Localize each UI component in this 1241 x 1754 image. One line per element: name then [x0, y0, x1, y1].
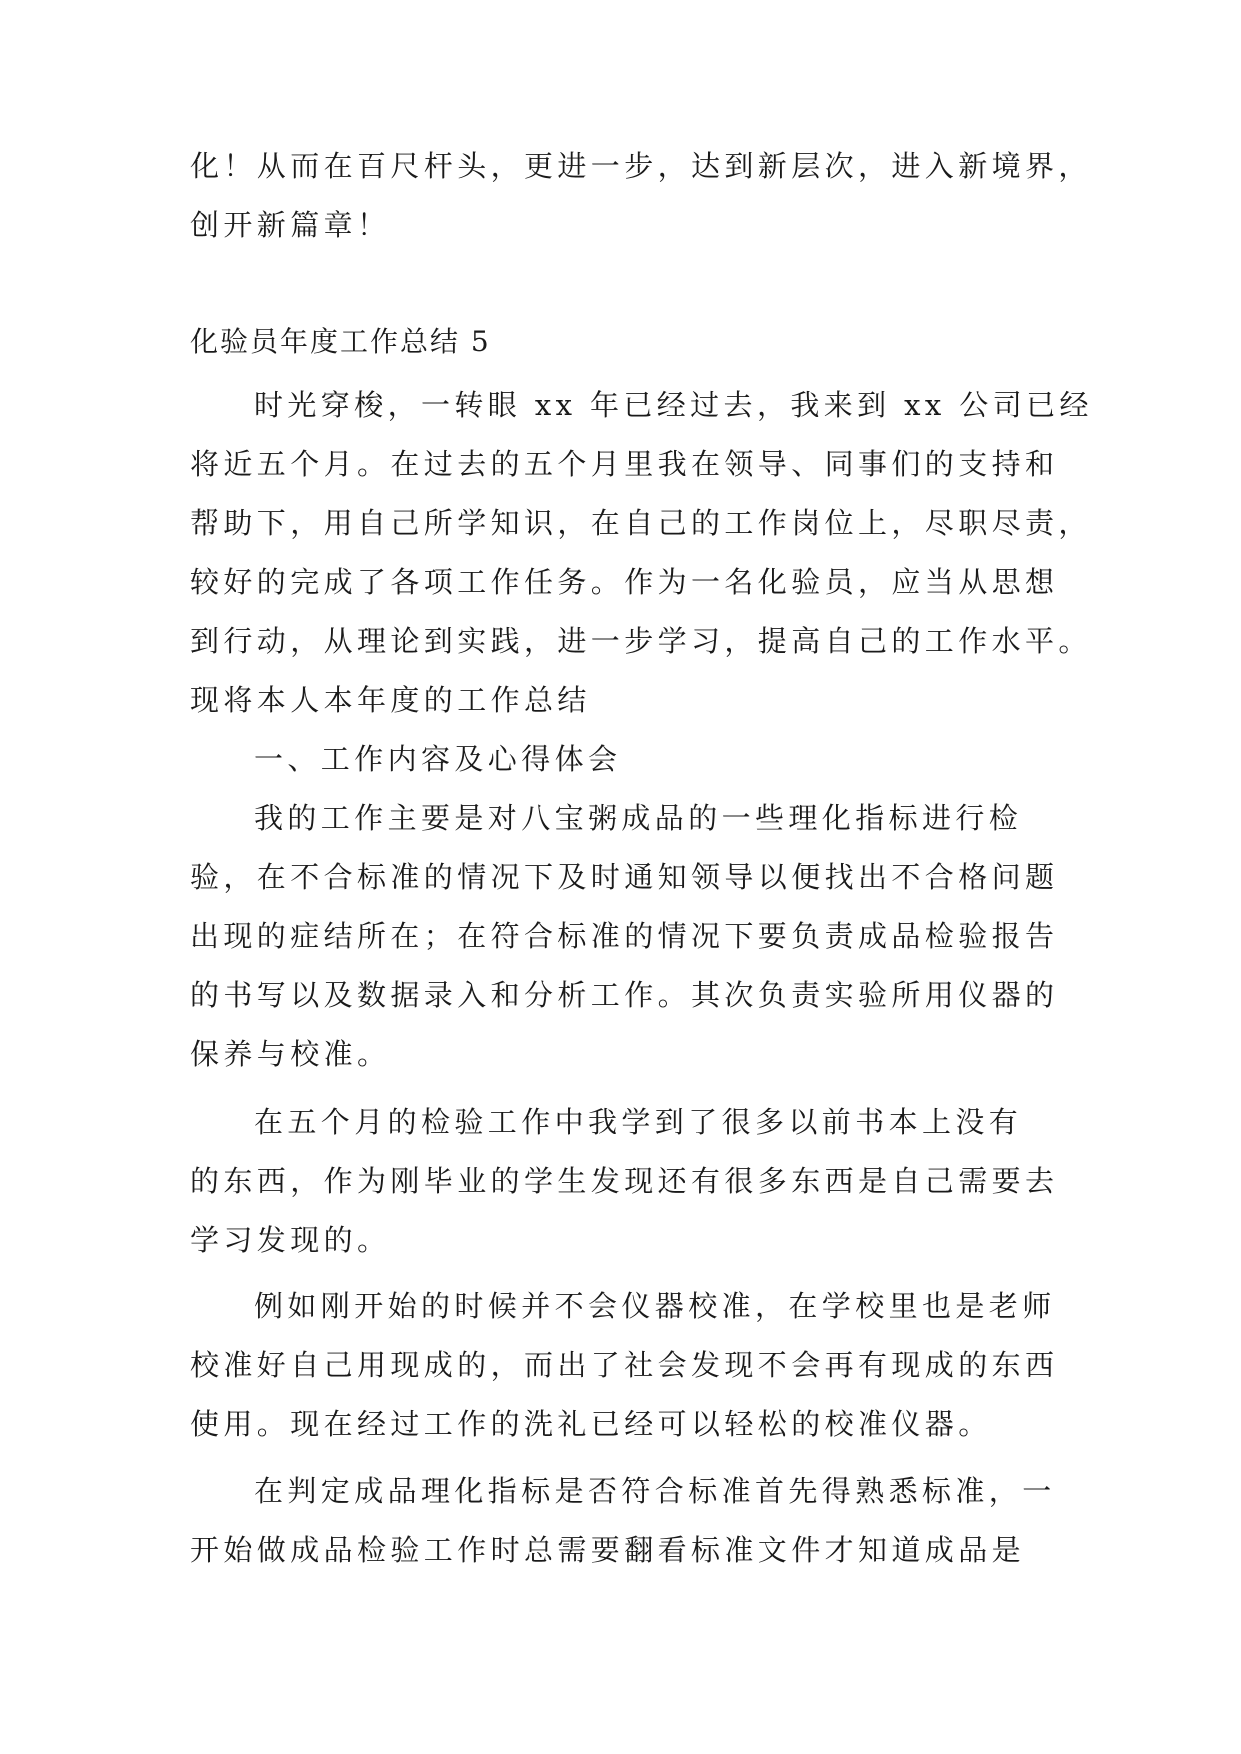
paragraph-intro — [190, 376, 1093, 730]
text-line: 使用。现在经过工作的洗礼已经可以轻松的校准仪器。 — [190, 1407, 992, 1441]
text-line: 创开新篇章！ — [190, 208, 391, 242]
paragraph-learning — [190, 1093, 1059, 1270]
text-line: 例如刚开始的时候并不会仪器校准，在学校里也是老师 — [254, 1289, 1056, 1323]
text-line: 保养与校准。 — [190, 1037, 391, 1071]
text-line: 的东西，作为刚毕业的学生发现还有很多东西是自己需要去 — [190, 1164, 1059, 1198]
text-line: 到行动，从理论到实践，进一步学习，提高自己的工作水平。 — [190, 624, 1092, 658]
text-line: 在判定成品理化指标是否符合标准首先得熟悉标准，一 — [254, 1474, 1056, 1508]
text-line: 我的工作主要是对八宝粥成品的一些理化指标进行检 — [254, 801, 1023, 835]
section-title: 化验员年度工作总结 5 — [190, 325, 491, 358]
paragraph-calibration — [190, 1277, 1059, 1454]
text-line: 化！从而在百尺杆头，更进一步，达到新层次，进入新境界， — [190, 149, 1092, 183]
paragraph-work-content — [190, 789, 1059, 1084]
text-line: 开始做成品检验工作时总需要翻看标准文件才知道成品是 — [190, 1533, 1026, 1567]
text-line: 校准好自己用现成的，而出了社会发现不会再有现成的东西 — [190, 1348, 1059, 1382]
continuation-paragraph — [190, 137, 1092, 255]
text-line: 时光穿梭，一转眼 xx 年已经过去，我来到 xx 公司已经 — [254, 388, 1093, 422]
text-line: 的书写以及数据录入和分析工作。其次负责实验所用仪器的 — [190, 978, 1059, 1012]
paragraph-standards — [190, 1462, 1056, 1580]
text-line: 帮助下，用自己所学知识，在自己的工作岗位上，尽职尽责， — [190, 506, 1092, 540]
text-line: 出现的症结所在；在符合标准的情况下要负责成品检验报告 — [190, 919, 1059, 953]
text-line: 在五个月的检验工作中我学到了很多以前书本上没有 — [254, 1105, 1023, 1139]
text-line: 将近五个月。在过去的五个月里我在领导、同事们的支持和 — [190, 447, 1059, 481]
subheading-paragraph — [190, 730, 1052, 789]
text-line: 学习发现的。 — [190, 1223, 391, 1257]
text-line: 较好的完成了各项工作任务。作为一名化验员，应当从思想 — [190, 565, 1059, 599]
subheading: 一、工作内容及心得体会 — [254, 742, 622, 776]
text-line: 验，在不合标准的情况下及时通知领导以便找出不合格问题 — [190, 860, 1059, 894]
text-line: 现将本人本年度的工作总结 — [190, 683, 591, 717]
